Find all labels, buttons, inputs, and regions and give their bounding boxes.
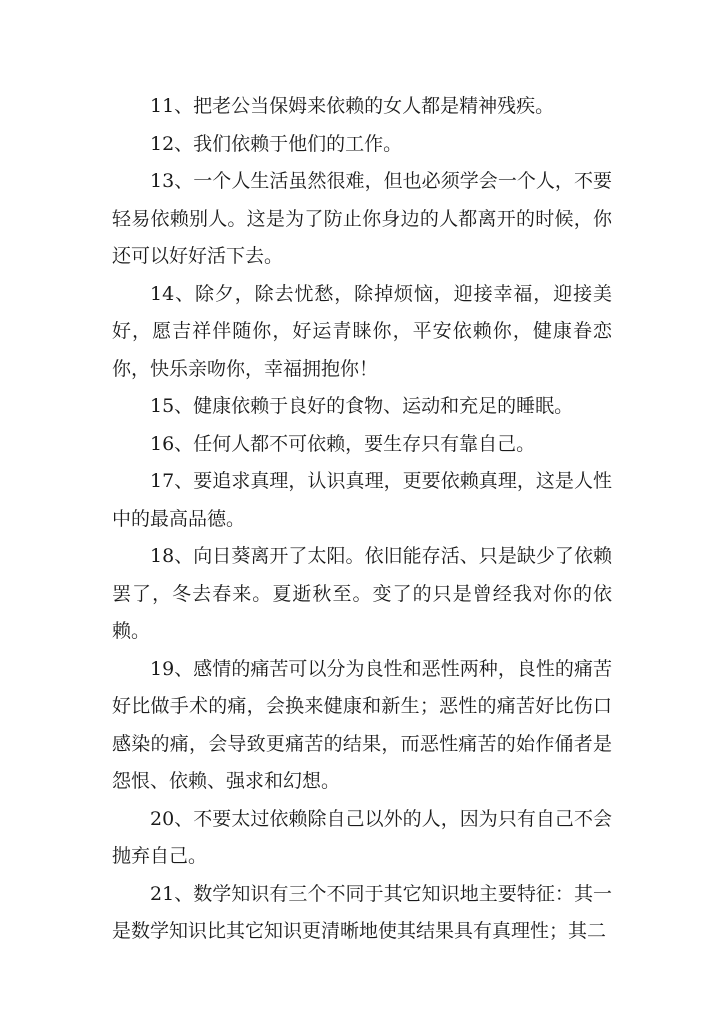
paragraph-21: 21、数学知识有三个不同于其它知识地主要特征：其一是数学知识比其它知识更清晰地使其结果具有真理性；其二 — [112, 882, 612, 942]
paragraph-16: 16、任何人都不可依赖，要生存只有靠自己。 — [150, 432, 536, 455]
paragraph-18: 18、向日葵离开了太阳。依旧能存活、只是缺少了依赖罢了，冬去春来。夏逝秋至。变了的只是曾经我对你的依赖。 — [112, 545, 612, 642]
paragraph-11: 11、把老公当保姆来依赖的女人都是精神残疾。 — [150, 95, 555, 117]
paragraph-20: 20、不要太过依赖除自己以外的人，因为只有自己不会抛弃自己。 — [112, 807, 612, 867]
paragraph-12: 12、我们依赖于他们的工作。 — [150, 132, 403, 155]
paragraph-17: 17、要追求真理，认识真理，更要依赖真理，这是人性中的最高品德。 — [112, 470, 612, 530]
paragraph-19: 19、感情的痛苦可以分为良性和恶性两种，良性的痛苦好比做手术的痛，会换来健康和新生；恶性的痛苦好比伤口感染的痛，会导致更痛苦的结果，而恶性痛苦的始作俑者是怨恨、依赖、强求和幻想。 — [112, 657, 612, 792]
document-body — [112, 88, 612, 951]
paragraph-13: 13、一个人生活虽然很难，但也必须学会一个人，不要轻易依赖别人。这是为了防止你身边的人都离开的时候，你还可以好好活下去。 — [112, 170, 612, 267]
paragraph-14: 14、除夕，除去忧愁，除掉烦恼，迎接幸福，迎接美好，愿吉祥伴随你，好运青睐你，平安依赖你，健康眷恋你，快乐亲吻你，幸福拥抱你！ — [112, 282, 612, 380]
paragraph-15: 15、健康依赖于良好的食物、运动和充足的睡眠。 — [150, 395, 574, 417]
